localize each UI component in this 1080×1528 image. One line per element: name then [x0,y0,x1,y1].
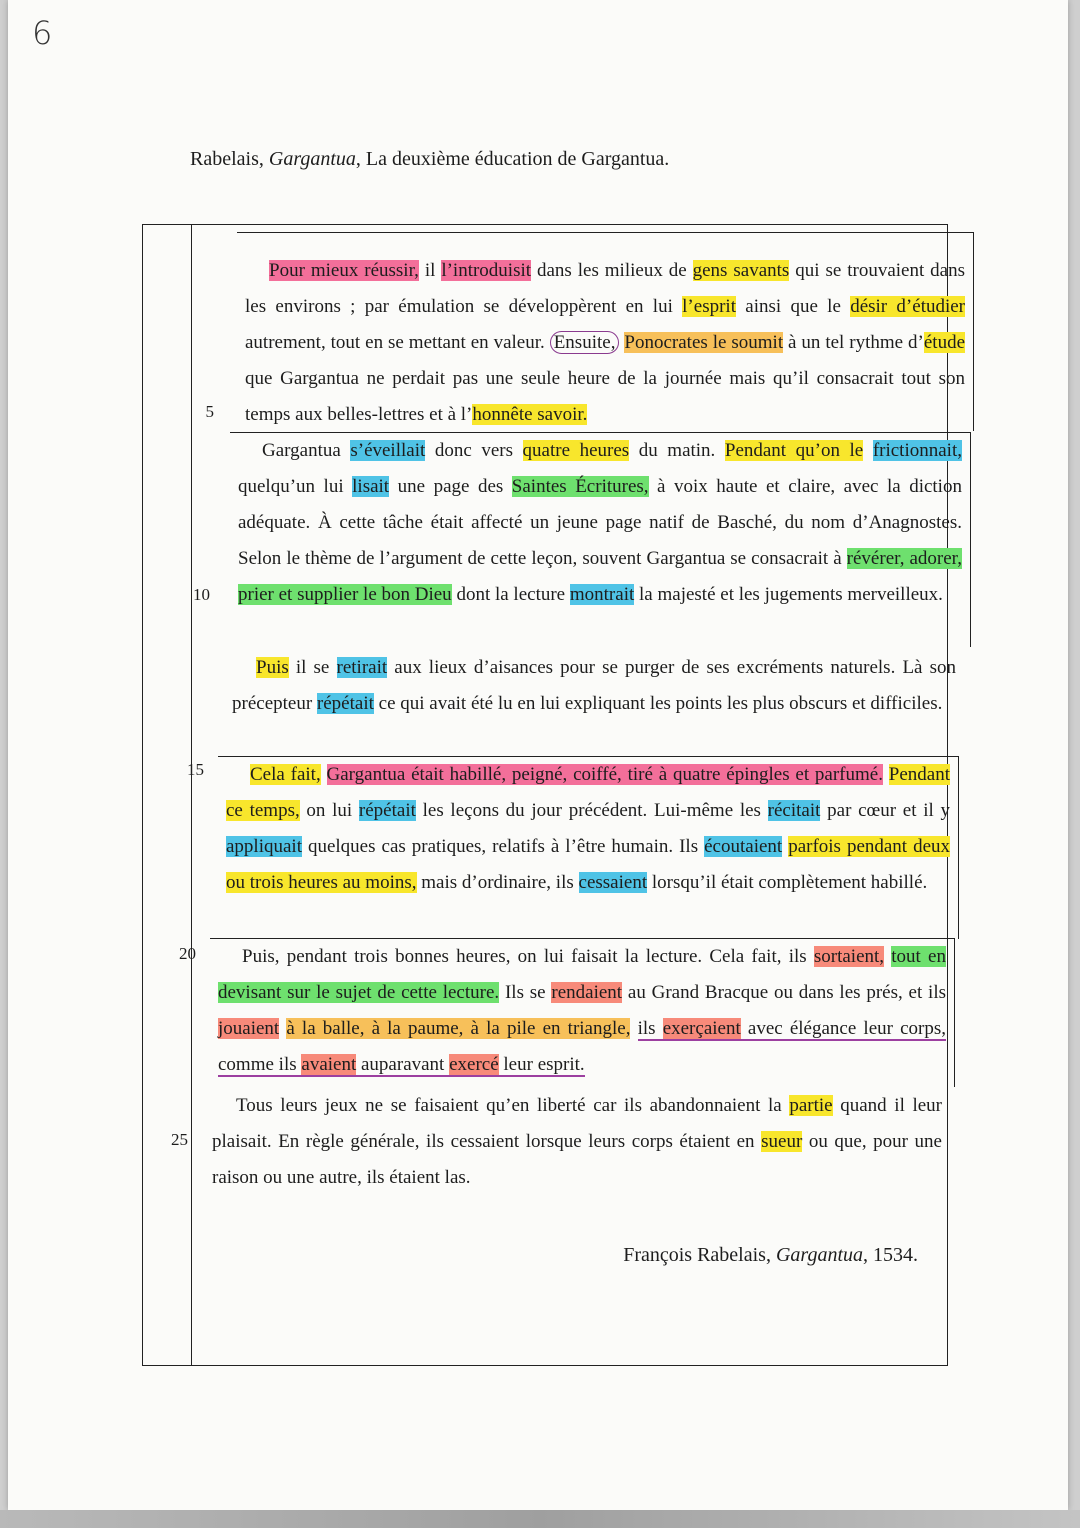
line-number-25: 25 [171,1130,188,1149]
highlighted-phrase: exercé [449,1054,499,1075]
highlighted-phrase: lisait [352,476,390,497]
text-run: quelqu’un lui [238,476,353,497]
text-run: il se [288,657,337,678]
text-run: quelques cas pratiques, relatifs à l’être humain. Ils [301,836,705,857]
highlighted-phrase: Saintes Écritures, [511,476,649,497]
text-run: mais d’ordinaire, ils [416,872,579,893]
text-run [630,1018,637,1039]
highlighted-phrase: Pour mieux réussir, [269,260,419,281]
text-run: il [418,260,442,281]
highlighted-phrase: écoutaient [704,836,783,857]
highlighted-phrase: montrait [569,584,635,605]
paragraph-1 [237,232,974,431]
text-run: dont la lecture [451,584,570,605]
paragraph-2 [230,432,971,647]
highlighted-phrase: jouaient [218,1018,280,1039]
underlined-phrase: avec élégance leur corps, comme ils [218,1018,946,1075]
text-run: Ils se [499,982,552,1003]
text-run: ou que, pour une raison ou une autre, ils étaient las. [212,1131,942,1188]
text-run: on lui [299,800,359,821]
underlined-phrase: leur esprit. [498,1054,585,1075]
text-run: donc vers [425,440,523,461]
highlighted-phrase: gens savants [692,260,790,281]
highlighted-phrase: répétait [316,693,374,714]
highlighted-phrase: désir d’étudier [850,296,966,317]
highlighted-phrase: quatre heures [522,440,630,461]
underlined-phrase: ils [637,1018,663,1039]
text-run: autrement, tout en se mettant en valeur. [245,332,550,353]
highlighted-phrase: parfois pendant deux ou trois heures au moins, [226,836,951,893]
highlighted-phrase: l’introduisit [441,260,532,281]
text-run: à voix haute et claire, avec la diction adéquate. À cette tâche était affecté un jeune page natif de Basché, du nom d’Anagnostes. Selon le thème de l’argument de cette leçon, souvent Gargantua se consacrait à [238,476,962,569]
signature-year: , 1534. [863,1244,918,1266]
highlighted-phrase: révérer, adorer, prier et supplier le bon Dieu [238,548,962,605]
text-run [321,764,327,785]
circled-word: Ensuite, [550,331,620,354]
highlighted-phrase: sueur [761,1131,803,1152]
text-run: par cœur et il y [820,800,950,821]
highlighted-phrase: Ponocrates le soumit [624,332,784,353]
scan-bottom-edge [0,1510,1080,1528]
title-rest: , La deuxième éducation de Gargantua. [355,148,670,170]
signature-work: Gargantua [775,1244,863,1266]
paragraph-3 [224,650,964,758]
text-run: Puis, pendant trois bonnes heures, on lui faisait la lecture. Cela fait, ils [242,946,814,967]
line-number-15: 15 [187,760,204,779]
highlighted-phrase: l’esprit [682,296,736,317]
line-number-10: 10 [193,585,210,604]
handwritten-page-number: 6 [32,14,53,52]
highlighted-phrase: Cela fait, [250,764,321,785]
highlighted-phrase: Pendant ce temps, [226,764,951,821]
text-run: lorsqu’il était complètement habillé. [647,872,928,893]
text-run: au Grand Bracque ou dans les prés, et ils [622,982,947,1003]
line-number-20: 20 [179,944,196,963]
text-run: du matin. [629,440,725,461]
highlighted-phrase: étude [923,332,966,353]
text-run: Tous leurs jeux ne se faisaient qu’en liberté car ils abandonnaient la [236,1095,790,1116]
highlighted-phrase: à la balle, à la paume, à la pile en triangle, [286,1018,631,1039]
highlighted-phrase: avaient [301,1054,357,1075]
text-run: que Gargantua ne perdait pas une seule heure de la journée mais qu’il consacrait tout son temps aux belles-lettres et à l’ [245,368,965,425]
highlighted-phrase: cessaient [578,872,648,893]
highlighted-phrase: tout en devisant sur le sujet de cette lecture. [218,946,946,1003]
highlighted-phrase: sortaient, [813,946,885,967]
signature-author: François Rabelais, [623,1244,776,1266]
text-run: à un tel rythme d’ [783,332,924,353]
highlighted-phrase: s’éveillait [350,440,426,461]
highlighted-phrase: retirait [336,657,388,678]
text-run: quand il leur plaisait. En règle générale, ils cessaient lorsque leurs corps étaient en [212,1095,943,1152]
paragraph-5 [210,938,955,1087]
text-run [863,440,873,461]
title-work: Gargantua [268,148,356,170]
document-title [190,148,669,171]
text-run: une page des [389,476,512,497]
text-run: dans les milieux de [531,260,693,281]
highlighted-phrase: Gargantua était habillé, peigné, coiffé, tiré à quatre épingles et parfumé. [326,764,883,785]
highlighted-phrase: honnête savoir. [472,404,588,425]
highlighted-phrase: rendaient [551,982,623,1003]
paragraph-4 [218,756,959,939]
highlighted-phrase: récitait [767,800,821,821]
text-run: les leçons du jour précédent. Lui-même les [415,800,768,821]
signature-line [623,1244,918,1267]
highlighted-phrase: appliquait [226,836,302,857]
highlighted-phrase: partie [789,1095,833,1116]
highlighted-phrase: exerçaient [662,1018,741,1039]
line-number-gutter [191,225,192,1365]
highlighted-phrase: frictionnait, [872,440,962,461]
highlighted-phrase: Puis [256,657,289,678]
text-run: ce qui avait été lu en lui expliquant les points les plus obscurs et difficiles. [373,693,943,714]
paper-sheet [8,0,1068,1510]
text-run: ainsi que le [735,296,851,317]
highlighted-phrase: répétait [358,800,416,821]
paragraph-6 [204,1088,950,1198]
text-run: la majesté et les jugements merveilleux. [634,584,943,605]
title-author: Rabelais, [190,148,269,170]
text-run [883,764,889,785]
highlighted-phrase: Pendant qu’on le [724,440,864,461]
text-run: qui se trouvaient dans les environs ; par émulation se développèrent en lui [245,260,966,317]
underlined-phrase: auparavant [356,1054,450,1075]
text-run: aux lieux d’aisances pour se purger de ses excréments naturels. Là son précepteur [232,657,956,714]
line-number-5: 5 [205,402,214,421]
text-run: Gargantua [262,440,351,461]
